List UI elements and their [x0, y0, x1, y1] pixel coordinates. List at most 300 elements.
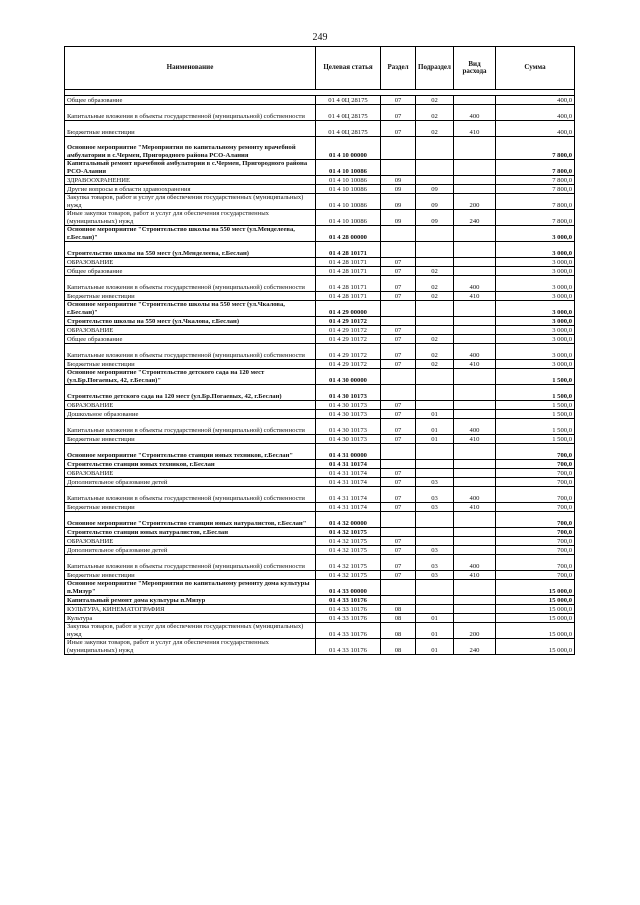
row-expense-type: 400	[454, 276, 496, 292]
row-name: Иные закупки товаров, работ и услуг для обеспечения государственных (муниципальных) нужд	[65, 210, 316, 226]
row-expense-type: 400	[454, 419, 496, 435]
table-row	[65, 360, 575, 369]
row-sum: 7 800,0	[496, 194, 575, 210]
row-expense-type	[454, 478, 496, 487]
row-section: 07	[381, 410, 416, 419]
row-expense-type	[454, 596, 496, 605]
row-expense-type	[454, 528, 496, 537]
row-name: Основное мероприятие "Строительство школы на 550 мест (ул.Чкалова, г.Беслан)"	[65, 301, 316, 317]
table-row	[65, 596, 575, 605]
row-subsection: 01	[416, 614, 454, 623]
row-expense-type: 200	[454, 623, 496, 639]
row-sum: 3 000,0	[496, 292, 575, 301]
row-section: 07	[381, 401, 416, 410]
row-expense-type	[454, 258, 496, 267]
row-subsection: 03	[416, 478, 454, 487]
row-name: ОБРАЗОВАНИЕ	[65, 326, 316, 335]
row-subsection: 02	[416, 105, 454, 121]
row-subsection	[416, 258, 454, 267]
table-body	[65, 90, 575, 655]
row-section: 07	[381, 276, 416, 292]
row-name: Бюджетные инвестиции	[65, 292, 316, 301]
row-sum: 7 800,0	[496, 137, 575, 160]
row-expense-type	[454, 512, 496, 528]
row-section	[381, 460, 416, 469]
row-name: Общее образование	[65, 267, 316, 276]
row-expense-type	[454, 401, 496, 410]
row-code: 01 4 30 10173	[316, 385, 381, 401]
table-row	[65, 258, 575, 267]
table-row	[65, 444, 575, 460]
row-subsection: 09	[416, 210, 454, 226]
row-subsection: 02	[416, 344, 454, 360]
row-sum: 1 500,0	[496, 385, 575, 401]
row-name: Строительство станции юных натуралистов, г.Беслан	[65, 528, 316, 537]
row-code: 01 4 33 00000	[316, 580, 381, 596]
row-sum: 3 000,0	[496, 344, 575, 360]
row-code: 01 4 33 10176	[316, 623, 381, 639]
row-name: Общее образование	[65, 335, 316, 344]
row-name: Закупка товаров, работ и услуг для обеспечения государственных (муниципальных) нужд	[65, 623, 316, 639]
table-row	[65, 335, 575, 344]
table-row	[65, 580, 575, 596]
row-code: 01 4 32 10175	[316, 555, 381, 571]
row-sum: 700,0	[496, 571, 575, 580]
row-section: 08	[381, 605, 416, 614]
row-subsection: 03	[416, 503, 454, 512]
table-row	[65, 555, 575, 571]
row-subsection	[416, 242, 454, 258]
row-code: 01 4 31 00000	[316, 444, 381, 460]
row-sum: 700,0	[496, 528, 575, 537]
row-expense-type	[454, 385, 496, 401]
row-subsection: 01	[416, 639, 454, 655]
row-name: Основное мероприятие "Мероприятия по капитальному ремонту врачебной амбулатории в с.Чермен, Пригородного района РСО-Алания	[65, 137, 316, 160]
table-row	[65, 326, 575, 335]
row-sum: 1 500,0	[496, 369, 575, 385]
row-code: 01 4 0Ц 28175	[316, 96, 381, 105]
row-expense-type: 240	[454, 639, 496, 655]
row-name: ЗДРАВООХРАНЕНИЕ	[65, 176, 316, 185]
row-subsection	[416, 317, 454, 326]
row-section	[381, 137, 416, 160]
row-section: 07	[381, 537, 416, 546]
row-expense-type	[454, 301, 496, 317]
row-code: 01 4 28 10171	[316, 242, 381, 258]
table-header-row	[65, 47, 575, 90]
row-sum: 700,0	[496, 546, 575, 555]
row-section	[381, 226, 416, 242]
row-sum: 3 000,0	[496, 276, 575, 292]
row-subsection: 09	[416, 185, 454, 194]
row-subsection: 03	[416, 571, 454, 580]
row-name: Бюджетные инвестиции	[65, 571, 316, 580]
row-name: Капитальный ремонт дома культуры п.Мизур	[65, 596, 316, 605]
row-code: 01 4 29 10172	[316, 344, 381, 360]
row-subsection: 03	[416, 487, 454, 503]
row-name: Строительство детского сада на 120 мест (ул.Бр.Погаевых, 42, г.Беслан)	[65, 385, 316, 401]
row-name: Бюджетные инвестиции	[65, 503, 316, 512]
row-code: 01 4 0Ц 28175	[316, 121, 381, 137]
row-section: 07	[381, 555, 416, 571]
table-row	[65, 176, 575, 185]
row-subsection	[416, 469, 454, 478]
table-row	[65, 242, 575, 258]
row-code: 01 4 29 10172	[316, 317, 381, 326]
table-row	[65, 469, 575, 478]
row-expense-type	[454, 326, 496, 335]
row-section	[381, 317, 416, 326]
row-section: 07	[381, 546, 416, 555]
budget-table	[64, 46, 575, 655]
row-sum: 700,0	[496, 555, 575, 571]
row-expense-type	[454, 242, 496, 258]
row-code: 01 4 28 00000	[316, 226, 381, 242]
row-subsection	[416, 326, 454, 335]
row-expense-type	[454, 580, 496, 596]
row-expense-type: 200	[454, 194, 496, 210]
table-row	[65, 435, 575, 444]
row-name: Закупка товаров, работ и услуг для обеспечения государственных (муниципальных) нужд	[65, 194, 316, 210]
row-name: Капитальные вложения в объекты государственной (муниципальной) собственности	[65, 419, 316, 435]
row-subsection: 02	[416, 96, 454, 105]
table-row	[65, 537, 575, 546]
row-expense-type	[454, 226, 496, 242]
row-section: 09	[381, 185, 416, 194]
row-sum: 15 000,0	[496, 580, 575, 596]
table-row	[65, 614, 575, 623]
table-row	[65, 137, 575, 160]
table-row	[65, 385, 575, 401]
row-code: 01 4 28 10171	[316, 292, 381, 301]
row-code: 01 4 0Ц 28175	[316, 105, 381, 121]
row-expense-type	[454, 335, 496, 344]
row-section: 07	[381, 326, 416, 335]
row-sum: 15 000,0	[496, 605, 575, 614]
row-section: 07	[381, 469, 416, 478]
row-name: Капитальный ремонт врачебной амбулатории в с.Чермен, Пригородного района РСО-Алания	[65, 160, 316, 176]
table-row	[65, 478, 575, 487]
row-code: 01 4 31 10174	[316, 478, 381, 487]
row-code: 01 4 28 10171	[316, 258, 381, 267]
header-code: Целевая статья	[316, 47, 381, 90]
row-subsection	[416, 369, 454, 385]
row-expense-type: 410	[454, 503, 496, 512]
row-code: 01 4 32 10175	[316, 537, 381, 546]
row-name: ОБРАЗОВАНИЕ	[65, 537, 316, 546]
row-name: Общее образование	[65, 96, 316, 105]
row-sum: 700,0	[496, 537, 575, 546]
row-name: Основное мероприятие "Строительство станции юных натуралистов, г.Беслан"	[65, 512, 316, 528]
row-expense-type	[454, 369, 496, 385]
row-sum: 3 000,0	[496, 317, 575, 326]
row-sum: 1 500,0	[496, 419, 575, 435]
table-row	[65, 267, 575, 276]
row-section: 08	[381, 614, 416, 623]
table-row	[65, 419, 575, 435]
table-row	[65, 301, 575, 317]
row-code: 01 4 33 10176	[316, 639, 381, 655]
row-subsection	[416, 385, 454, 401]
row-subsection	[416, 176, 454, 185]
row-name: Основное мероприятие "Мероприятия по капитальному ремонту дома культуры п.Мизур"	[65, 580, 316, 596]
table-row	[65, 503, 575, 512]
row-sum: 1 500,0	[496, 410, 575, 419]
row-expense-type: 400	[454, 105, 496, 121]
row-code: 01 4 33 10176	[316, 605, 381, 614]
row-subsection: 01	[416, 435, 454, 444]
row-subsection	[416, 444, 454, 460]
row-expense-type	[454, 267, 496, 276]
row-expense-type	[454, 444, 496, 460]
row-expense-type	[454, 410, 496, 419]
row-expense-type: 410	[454, 121, 496, 137]
row-expense-type: 410	[454, 360, 496, 369]
row-name: Капитальные вложения в объекты государственной (муниципальной) собственности	[65, 344, 316, 360]
row-expense-type: 240	[454, 210, 496, 226]
table-row	[65, 317, 575, 326]
row-expense-type: 410	[454, 292, 496, 301]
table-row	[65, 623, 575, 639]
row-code: 01 4 10 10086	[316, 194, 381, 210]
row-expense-type	[454, 614, 496, 623]
row-section: 07	[381, 344, 416, 360]
row-name: Основное мероприятие "Строительство детского сада на 120 мест (ул.Бр.Погаевых, 42, г.Беслан)"	[65, 369, 316, 385]
row-expense-type: 400	[454, 555, 496, 571]
row-sum: 400,0	[496, 105, 575, 121]
row-section: 07	[381, 503, 416, 512]
row-section: 07	[381, 478, 416, 487]
row-name: Дополнительное образование детей	[65, 478, 316, 487]
row-code: 01 4 31 10174	[316, 469, 381, 478]
row-section	[381, 580, 416, 596]
row-sum: 700,0	[496, 460, 575, 469]
row-name: Дополнительное образование детей	[65, 546, 316, 555]
row-sum: 15 000,0	[496, 623, 575, 639]
row-section: 08	[381, 623, 416, 639]
row-name: Капитальные вложения в объекты государственной (муниципальной) собственности	[65, 555, 316, 571]
row-sum: 3 000,0	[496, 242, 575, 258]
page-number: 249	[312, 32, 328, 43]
row-section: 08	[381, 639, 416, 655]
row-sum: 700,0	[496, 469, 575, 478]
row-sum: 3 000,0	[496, 301, 575, 317]
row-name: КУЛЬТУРА, КИНЕМАТОГРАФИЯ	[65, 605, 316, 614]
row-name: Другие вопросы в области здравоохранения	[65, 185, 316, 194]
row-sum: 7 800,0	[496, 176, 575, 185]
row-section: 07	[381, 292, 416, 301]
row-code: 01 4 10 00000	[316, 137, 381, 160]
row-sum: 3 000,0	[496, 226, 575, 242]
table-row	[65, 410, 575, 419]
row-subsection	[416, 160, 454, 176]
row-subsection	[416, 596, 454, 605]
row-expense-type	[454, 96, 496, 105]
row-code: 01 4 33 10176	[316, 596, 381, 605]
row-section	[381, 528, 416, 537]
row-section: 07	[381, 105, 416, 121]
row-expense-type	[454, 137, 496, 160]
row-code: 01 4 10 10086	[316, 185, 381, 194]
row-name: Основное мероприятие "Строительство школы на 550 мест (ул.Менделеева, г.Беслан)"	[65, 226, 316, 242]
row-sum: 700,0	[496, 503, 575, 512]
row-subsection: 03	[416, 555, 454, 571]
row-subsection: 02	[416, 292, 454, 301]
row-sum: 700,0	[496, 444, 575, 460]
row-expense-type	[454, 537, 496, 546]
row-subsection: 03	[416, 546, 454, 555]
row-sum: 15 000,0	[496, 596, 575, 605]
row-sum: 1 500,0	[496, 401, 575, 410]
header-name: Наименование	[65, 47, 316, 90]
table-row	[65, 276, 575, 292]
row-section: 07	[381, 419, 416, 435]
row-name: Капитальные вложения в объекты государственной (муниципальной) собственности	[65, 487, 316, 503]
row-sum: 7 800,0	[496, 160, 575, 176]
row-expense-type: 410	[454, 435, 496, 444]
table-row	[65, 160, 575, 176]
row-expense-type	[454, 176, 496, 185]
row-sum: 3 000,0	[496, 267, 575, 276]
table-row	[65, 185, 575, 194]
row-sum: 700,0	[496, 512, 575, 528]
row-subsection: 02	[416, 121, 454, 137]
row-section: 07	[381, 487, 416, 503]
table-row	[65, 194, 575, 210]
row-subsection	[416, 137, 454, 160]
row-section	[381, 369, 416, 385]
row-code: 01 4 29 10172	[316, 326, 381, 335]
row-code: 01 4 32 10175	[316, 571, 381, 580]
row-sum: 1 500,0	[496, 435, 575, 444]
row-code: 01 4 30 10173	[316, 401, 381, 410]
row-name: Бюджетные инвестиции	[65, 121, 316, 137]
row-section	[381, 385, 416, 401]
row-expense-type	[454, 317, 496, 326]
row-sum: 400,0	[496, 96, 575, 105]
row-name: ОБРАЗОВАНИЕ	[65, 469, 316, 478]
row-sum: 3 000,0	[496, 326, 575, 335]
row-name: Иные закупки товаров, работ и услуг для обеспечения государственных (муниципальных) нужд	[65, 639, 316, 655]
row-subsection: 02	[416, 267, 454, 276]
row-subsection	[416, 580, 454, 596]
row-section: 09	[381, 176, 416, 185]
table-row	[65, 226, 575, 242]
row-section	[381, 160, 416, 176]
row-subsection	[416, 460, 454, 469]
row-expense-type: 410	[454, 571, 496, 580]
row-subsection: 02	[416, 335, 454, 344]
header-section: Раздел	[381, 47, 416, 90]
row-expense-type	[454, 469, 496, 478]
row-name: Строительство школы на 550 мест (ул.Менделеева, г.Беслан)	[65, 242, 316, 258]
row-section: 09	[381, 194, 416, 210]
row-expense-type	[454, 605, 496, 614]
row-section: 07	[381, 96, 416, 105]
row-name: ОБРАЗОВАНИЕ	[65, 258, 316, 267]
row-name: Культура	[65, 614, 316, 623]
table-row	[65, 401, 575, 410]
table-row	[65, 639, 575, 655]
row-code: 01 4 29 10172	[316, 360, 381, 369]
row-code: 01 4 10 10086	[316, 176, 381, 185]
table-row	[65, 512, 575, 528]
table-row	[65, 121, 575, 137]
row-code: 01 4 10 10086	[316, 210, 381, 226]
row-name: Дошкольное образование	[65, 410, 316, 419]
row-code: 01 4 10 10086	[316, 160, 381, 176]
row-section: 09	[381, 210, 416, 226]
row-section: 07	[381, 121, 416, 137]
row-code: 01 4 30 10173	[316, 419, 381, 435]
row-code: 01 4 32 10175	[316, 546, 381, 555]
table-row	[65, 344, 575, 360]
row-section: 07	[381, 435, 416, 444]
row-code: 01 4 28 10171	[316, 267, 381, 276]
row-name: Капитальные вложения в объекты государственной (муниципальной) собственности	[65, 276, 316, 292]
row-section	[381, 596, 416, 605]
row-section	[381, 444, 416, 460]
table-row	[65, 605, 575, 614]
row-section: 07	[381, 335, 416, 344]
row-sum: 15 000,0	[496, 639, 575, 655]
row-name: Бюджетные инвестиции	[65, 435, 316, 444]
row-section: 07	[381, 267, 416, 276]
table-row	[65, 460, 575, 469]
row-sum: 400,0	[496, 121, 575, 137]
row-code: 01 4 31 10174	[316, 460, 381, 469]
row-code: 01 4 31 10174	[316, 487, 381, 503]
row-code: 01 4 30 10173	[316, 410, 381, 419]
row-sum: 7 800,0	[496, 185, 575, 194]
row-code: 01 4 32 10175	[316, 528, 381, 537]
row-expense-type	[454, 185, 496, 194]
table-row	[65, 369, 575, 385]
row-subsection	[416, 528, 454, 537]
row-sum: 3 000,0	[496, 360, 575, 369]
row-section	[381, 512, 416, 528]
row-sum: 3 000,0	[496, 335, 575, 344]
row-name: Строительство школы на 550 мест (ул.Чкалова, г.Беслан)	[65, 317, 316, 326]
row-code: 01 4 28 10171	[316, 276, 381, 292]
row-sum: 15 000,0	[496, 614, 575, 623]
row-subsection	[416, 301, 454, 317]
row-code: 01 4 32 00000	[316, 512, 381, 528]
row-code: 01 4 30 00000	[316, 369, 381, 385]
row-subsection: 02	[416, 360, 454, 369]
row-section	[381, 301, 416, 317]
row-section	[381, 242, 416, 258]
row-section: 07	[381, 360, 416, 369]
table-row	[65, 96, 575, 105]
row-sum: 3 000,0	[496, 258, 575, 267]
row-subsection	[416, 401, 454, 410]
row-section: 07	[381, 571, 416, 580]
row-name: ОБРАЗОВАНИЕ	[65, 401, 316, 410]
row-name: Бюджетные инвестиции	[65, 360, 316, 369]
row-expense-type: 400	[454, 344, 496, 360]
table-row	[65, 210, 575, 226]
row-expense-type: 400	[454, 487, 496, 503]
table-row	[65, 546, 575, 555]
row-subsection	[416, 226, 454, 242]
row-name: Основное мероприятие "Строительство станции юных техников, г.Беслан"	[65, 444, 316, 460]
row-subsection	[416, 537, 454, 546]
row-section: 07	[381, 258, 416, 267]
row-expense-type	[454, 160, 496, 176]
row-code: 01 4 29 00000	[316, 301, 381, 317]
row-sum: 7 800,0	[496, 210, 575, 226]
